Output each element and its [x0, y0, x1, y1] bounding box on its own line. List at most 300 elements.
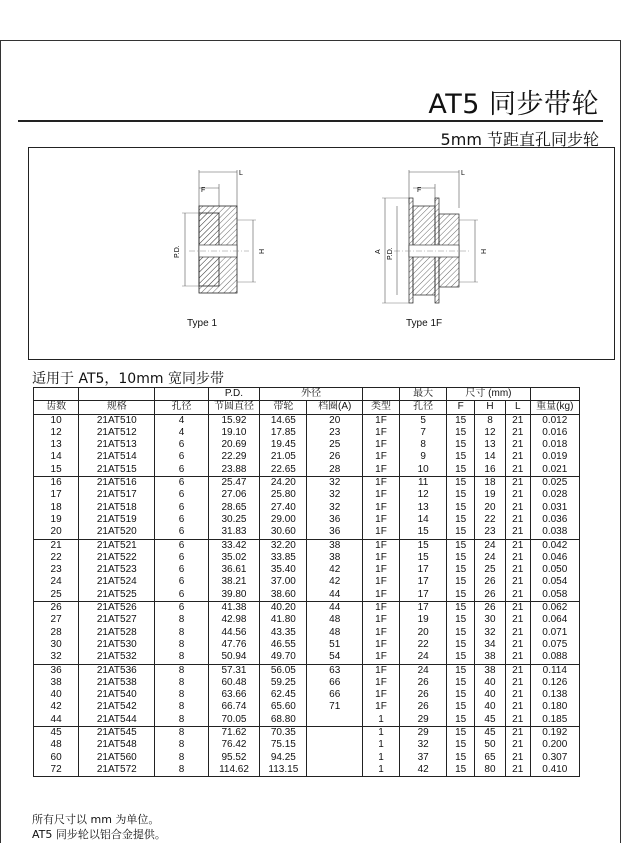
dim-l-label: L — [461, 170, 465, 177]
table-cell: 0.050 — [530, 564, 579, 576]
table-cell: 21 — [505, 664, 530, 677]
table-cell: 0.126 — [530, 677, 579, 689]
table-cell: 66.74 — [208, 701, 259, 713]
table-cell: 1F — [363, 689, 400, 701]
table-cell: 0.064 — [530, 614, 579, 626]
table-cell: 15.92 — [208, 414, 259, 427]
table-cell: 1F — [363, 627, 400, 639]
table-cell: 6 — [155, 576, 208, 588]
table-cell: 113.15 — [260, 764, 307, 777]
table-cell: 0.192 — [530, 727, 579, 740]
table-cell: 38.60 — [260, 589, 307, 602]
table-cell: 8 — [155, 677, 208, 689]
table-cell: 1F — [363, 464, 400, 477]
table-cell: 26 — [475, 602, 506, 615]
table-cell: 71.62 — [208, 727, 259, 740]
table-cell: 32.20 — [260, 539, 307, 552]
table-cell: 29 — [400, 714, 447, 727]
table-cell: 6 — [155, 477, 208, 490]
table-cell: 75.15 — [260, 739, 307, 751]
table-cell: 12 — [400, 489, 447, 501]
table-cell: 14 — [475, 451, 506, 463]
table-cell: 15 — [447, 714, 475, 727]
table-cell: 56.05 — [260, 664, 307, 677]
table-cell: 21AT510 — [79, 414, 155, 427]
table-cell: 21AT514 — [79, 451, 155, 463]
table-cell: 21AT528 — [79, 627, 155, 639]
table-cell: 44.56 — [208, 627, 259, 639]
table-cell: 16 — [475, 464, 506, 477]
table-cell: 22 — [475, 514, 506, 526]
dim-f-label: F — [201, 187, 206, 194]
table-cell: 1 — [363, 714, 400, 727]
table-cell: 0.028 — [530, 489, 579, 501]
table-cell: 21 — [505, 552, 530, 564]
table-cell: 10 — [34, 414, 79, 427]
table-cell: 1F — [363, 602, 400, 615]
table-row — [34, 489, 580, 501]
table-cell: 1F — [363, 427, 400, 439]
table-cell: 34 — [475, 639, 506, 651]
table-cell: 21 — [505, 427, 530, 439]
table-cell: 23 — [475, 526, 506, 539]
table-cell: 40 — [475, 677, 506, 689]
table-cell: 21 — [505, 602, 530, 615]
table-row — [34, 451, 580, 463]
header-row — [34, 388, 580, 401]
table-cell: 37 — [400, 752, 447, 764]
table-cell: 1F — [363, 439, 400, 451]
section-title: 适用于 AT5，10mm 宽同步带 — [32, 371, 224, 387]
table-cell: 21 — [505, 502, 530, 514]
table-cell — [307, 727, 363, 740]
table-cell: 19 — [34, 514, 79, 526]
table-cell: 20.69 — [208, 439, 259, 451]
table-cell: 25 — [34, 589, 79, 602]
table-cell: 0.046 — [530, 552, 579, 564]
table-cell: 65.60 — [260, 701, 307, 713]
table-cell: 21 — [505, 739, 530, 751]
table-row — [34, 464, 580, 477]
table-cell: 41.38 — [208, 602, 259, 615]
header-cell — [155, 388, 208, 401]
table-row — [34, 477, 580, 490]
table-row — [34, 439, 580, 451]
table-cell: 32 — [34, 651, 79, 664]
table-cell: 54 — [307, 651, 363, 664]
table-cell: 22 — [34, 552, 79, 564]
table-cell: 21AT521 — [79, 539, 155, 552]
table-cell: 21 — [505, 576, 530, 588]
table-cell: 63 — [307, 664, 363, 677]
table-cell: 21AT538 — [79, 677, 155, 689]
table-cell: 7 — [400, 427, 447, 439]
table-cell: 0.018 — [530, 439, 579, 451]
table-cell: 1 — [363, 727, 400, 740]
table-row — [34, 564, 580, 576]
table-cell: 21AT560 — [79, 752, 155, 764]
table-cell: 6 — [155, 602, 208, 615]
table-cell: 20 — [475, 502, 506, 514]
table-cell: 17 — [400, 576, 447, 588]
table-row — [34, 552, 580, 564]
table-cell: 42.98 — [208, 614, 259, 626]
table-cell: 22 — [400, 639, 447, 651]
table-cell: 0.200 — [530, 739, 579, 751]
table-cell: 15 — [447, 627, 475, 639]
table-cell: 33.42 — [208, 539, 259, 552]
table-cell: 17 — [400, 602, 447, 615]
table-cell: 44 — [307, 602, 363, 615]
header-cell — [363, 388, 400, 401]
title-divider — [18, 120, 603, 122]
table-cell: 21AT515 — [79, 464, 155, 477]
table-cell: 1F — [363, 639, 400, 651]
table-cell: 20 — [307, 414, 363, 427]
table-cell: 0.410 — [530, 764, 579, 777]
table-row — [34, 502, 580, 514]
table-cell: 0.114 — [530, 664, 579, 677]
table-cell: 21 — [505, 639, 530, 651]
table-cell: 51 — [307, 639, 363, 651]
table-cell: 32 — [475, 627, 506, 639]
table-cell: 30 — [475, 614, 506, 626]
table-cell: 1 — [363, 764, 400, 777]
table-cell: 8 — [155, 627, 208, 639]
table-cell: 50.94 — [208, 651, 259, 664]
header-pd: P.D. — [208, 388, 259, 401]
header-h: H — [475, 401, 506, 414]
table-cell: 32 — [307, 502, 363, 514]
table-cell: 43.35 — [260, 627, 307, 639]
table-cell: 71 — [307, 701, 363, 713]
table-cell: 41.80 — [260, 614, 307, 626]
table-cell: 26 — [400, 701, 447, 713]
table-cell: 70.35 — [260, 727, 307, 740]
table-cell: 1F — [363, 701, 400, 713]
table-cell: 38 — [307, 539, 363, 552]
table-cell: 0.180 — [530, 701, 579, 713]
table-cell — [307, 752, 363, 764]
table-cell: 21AT525 — [79, 589, 155, 602]
table-cell: 15 — [447, 489, 475, 501]
table-cell: 17.85 — [260, 427, 307, 439]
header-maxbore: 孔径 — [400, 401, 447, 414]
table-cell: 66 — [307, 689, 363, 701]
table-cell: 28 — [307, 464, 363, 477]
table-row — [34, 677, 580, 689]
table-cell: 14 — [34, 451, 79, 463]
table-cell: 0.062 — [530, 602, 579, 615]
table-cell: 36 — [307, 514, 363, 526]
table-cell: 0.054 — [530, 576, 579, 588]
table-cell: 0.021 — [530, 464, 579, 477]
table-cell: 0.185 — [530, 714, 579, 727]
table-cell: 21 — [505, 701, 530, 713]
table-cell: 66 — [307, 677, 363, 689]
page-frame-left — [0, 40, 1, 843]
header-pitch: 节圆直径 — [208, 401, 259, 414]
table-cell: 95.52 — [208, 752, 259, 764]
table-cell: 21AT523 — [79, 564, 155, 576]
table-cell: 6 — [155, 589, 208, 602]
table-cell: 1F — [363, 514, 400, 526]
table-cell: 9 — [400, 451, 447, 463]
table-cell: 0.031 — [530, 502, 579, 514]
table-cell: 8 — [155, 727, 208, 740]
table-cell: 17 — [400, 564, 447, 576]
table-cell: 15 — [447, 539, 475, 552]
table-cell: 1F — [363, 539, 400, 552]
table-row — [34, 701, 580, 713]
table-cell: 0.088 — [530, 651, 579, 664]
table-cell: 42 — [34, 701, 79, 713]
table-cell: 48 — [307, 627, 363, 639]
diagram-panel — [28, 147, 615, 360]
dim-pd-label: P.D. — [174, 245, 181, 258]
table-cell: 72 — [34, 764, 79, 777]
table-cell: 6 — [155, 439, 208, 451]
table-cell: 47.76 — [208, 639, 259, 651]
note-line: AT5 同步轮以铝合金提供。 — [32, 828, 166, 841]
table-cell: 25 — [475, 564, 506, 576]
table-cell: 21AT532 — [79, 651, 155, 664]
table-cell: 65 — [475, 752, 506, 764]
table-cell: 21 — [505, 651, 530, 664]
table-cell: 6 — [155, 451, 208, 463]
header-outer: 外径 — [260, 388, 363, 401]
table-cell: 22.29 — [208, 451, 259, 463]
table-cell: 42 — [307, 576, 363, 588]
table-cell: 21AT527 — [79, 614, 155, 626]
table-cell: 21AT518 — [79, 502, 155, 514]
header-l: L — [505, 401, 530, 414]
dim-l-label: L — [239, 170, 243, 177]
page-frame-top — [0, 40, 621, 41]
header-cell — [34, 388, 79, 401]
table-cell: 36.61 — [208, 564, 259, 576]
page-subtitle: 5mm 节距直孔同步轮 — [440, 130, 599, 149]
table-cell: 21AT522 — [79, 552, 155, 564]
table-row — [34, 739, 580, 751]
table-cell: 1F — [363, 651, 400, 664]
table-row — [34, 752, 580, 764]
table-cell: 1F — [363, 589, 400, 602]
type-1-label: Type 1 — [187, 318, 218, 329]
table-cell: 15 — [447, 589, 475, 602]
table-cell — [307, 764, 363, 777]
table-cell: 8 — [155, 651, 208, 664]
table-cell: 27.40 — [260, 502, 307, 514]
table-cell: 29 — [400, 727, 447, 740]
table-cell: 15 — [447, 739, 475, 751]
table-cell: 15 — [447, 602, 475, 615]
table-cell: 8 — [155, 752, 208, 764]
table-cell: 114.62 — [208, 764, 259, 777]
table-cell: 0.012 — [530, 414, 579, 427]
table-cell: 24 — [400, 664, 447, 677]
table-cell: 23 — [34, 564, 79, 576]
table-row — [34, 526, 580, 539]
table-cell: 23.88 — [208, 464, 259, 477]
table-cell: 8 — [155, 639, 208, 651]
table-cell: 6 — [155, 526, 208, 539]
table-cell: 32 — [307, 477, 363, 490]
table-cell: 15 — [447, 752, 475, 764]
table-row — [34, 627, 580, 639]
table-cell: 15 — [447, 701, 475, 713]
table-cell: 21 — [505, 464, 530, 477]
dim-h-label: H — [259, 248, 266, 254]
table-cell: 15 — [447, 502, 475, 514]
table-row — [34, 514, 580, 526]
table-cell: 63.66 — [208, 689, 259, 701]
table-cell: 17 — [34, 489, 79, 501]
dim-a-label: A — [375, 249, 382, 254]
table-cell: 6 — [155, 539, 208, 552]
table-cell: 21 — [505, 677, 530, 689]
table-cell: 6 — [155, 502, 208, 514]
table-cell: 1F — [363, 664, 400, 677]
table-cell: 48 — [34, 739, 79, 751]
table-cell: 15 — [447, 689, 475, 701]
header-cell — [530, 388, 579, 401]
table-cell: 15 — [447, 677, 475, 689]
table-cell: 32 — [400, 739, 447, 751]
spec-table-body — [34, 414, 580, 777]
table-cell: 15 — [400, 526, 447, 539]
table-cell: 26 — [34, 602, 79, 615]
table-cell: 8 — [475, 414, 506, 427]
table-cell: 15 — [447, 764, 475, 777]
table-row — [34, 414, 580, 427]
table-cell: 30 — [34, 639, 79, 651]
table-cell: 21 — [505, 526, 530, 539]
table-cell: 21AT544 — [79, 714, 155, 727]
table-cell: 21 — [505, 752, 530, 764]
table-cell: 17 — [400, 589, 447, 602]
table-cell: 21 — [505, 764, 530, 777]
table-row — [34, 664, 580, 677]
table-cell: 1 — [363, 739, 400, 751]
table-cell: 15 — [447, 727, 475, 740]
table-cell: 15 — [447, 464, 475, 477]
table-cell: 4 — [155, 414, 208, 427]
table-cell: 19.10 — [208, 427, 259, 439]
table-cell: 15 — [447, 514, 475, 526]
table-cell: 21AT519 — [79, 514, 155, 526]
header-max: 最大 — [400, 388, 447, 401]
header-teeth: 齿数 — [34, 401, 79, 414]
table-cell: 21AT536 — [79, 664, 155, 677]
table-row — [34, 639, 580, 651]
table-cell: 32 — [307, 489, 363, 501]
table-cell: 1F — [363, 564, 400, 576]
table-cell: 21AT513 — [79, 439, 155, 451]
table-cell: 35.02 — [208, 552, 259, 564]
table-cell: 21 — [505, 589, 530, 602]
table-cell: 21AT548 — [79, 739, 155, 751]
table-cell — [307, 739, 363, 751]
table-cell: 13 — [475, 439, 506, 451]
table-cell: 1F — [363, 614, 400, 626]
table-cell: 0.036 — [530, 514, 579, 526]
table-cell: 8 — [155, 764, 208, 777]
table-cell: 31.83 — [208, 526, 259, 539]
table-cell: 6 — [155, 514, 208, 526]
table-cell: 21 — [505, 689, 530, 701]
table-row — [34, 576, 580, 588]
table-cell: 59.25 — [260, 677, 307, 689]
table-cell: 25 — [307, 439, 363, 451]
dim-h-label: H — [481, 248, 488, 254]
table-cell: 15 — [400, 539, 447, 552]
table-cell: 15 — [400, 552, 447, 564]
table-cell: 42 — [307, 564, 363, 576]
table-cell: 30.60 — [260, 526, 307, 539]
table-cell: 11 — [400, 477, 447, 490]
table-cell: 15 — [447, 651, 475, 664]
table-cell: 1F — [363, 576, 400, 588]
table-cell: 8 — [155, 689, 208, 701]
table-cell: 1F — [363, 526, 400, 539]
table-cell: 1F — [363, 552, 400, 564]
table-cell: 1F — [363, 451, 400, 463]
table-cell: 46.55 — [260, 639, 307, 651]
table-cell: 38 — [475, 651, 506, 664]
table-row — [34, 714, 580, 727]
table-cell: 10 — [400, 464, 447, 477]
table-row — [34, 427, 580, 439]
table-cell: 21AT517 — [79, 489, 155, 501]
table-row — [34, 651, 580, 664]
table-cell: 15 — [447, 576, 475, 588]
table-cell: 21 — [505, 564, 530, 576]
table-row — [34, 764, 580, 777]
table-cell: 22.65 — [260, 464, 307, 477]
table-cell: 21 — [505, 439, 530, 451]
table-cell: 21 — [505, 627, 530, 639]
table-cell: 27.06 — [208, 489, 259, 501]
table-cell: 21AT540 — [79, 689, 155, 701]
table-cell: 8 — [155, 614, 208, 626]
table-cell: 28.65 — [208, 502, 259, 514]
header-bore: 孔径 — [155, 401, 208, 414]
table-cell: 21 — [505, 727, 530, 740]
table-cell: 21AT520 — [79, 526, 155, 539]
type-1-drawing — [149, 158, 289, 323]
table-cell: 45 — [475, 727, 506, 740]
table-cell: 5 — [400, 414, 447, 427]
table-cell: 94.25 — [260, 752, 307, 764]
table-cell: 40 — [475, 701, 506, 713]
table-cell: 26 — [400, 689, 447, 701]
table-cell — [307, 714, 363, 727]
table-cell: 15 — [447, 526, 475, 539]
table-cell: 36 — [307, 526, 363, 539]
table-cell: 0.042 — [530, 539, 579, 552]
table-row — [34, 689, 580, 701]
table-cell: 12 — [475, 427, 506, 439]
table-cell: 12 — [34, 427, 79, 439]
table-cell: 27 — [34, 614, 79, 626]
table-cell: 15 — [447, 552, 475, 564]
table-cell: 6 — [155, 552, 208, 564]
table-cell: 21.05 — [260, 451, 307, 463]
table-cell: 8 — [155, 701, 208, 713]
table-cell: 24 — [400, 651, 447, 664]
header-pulley: 带轮 — [260, 401, 307, 414]
